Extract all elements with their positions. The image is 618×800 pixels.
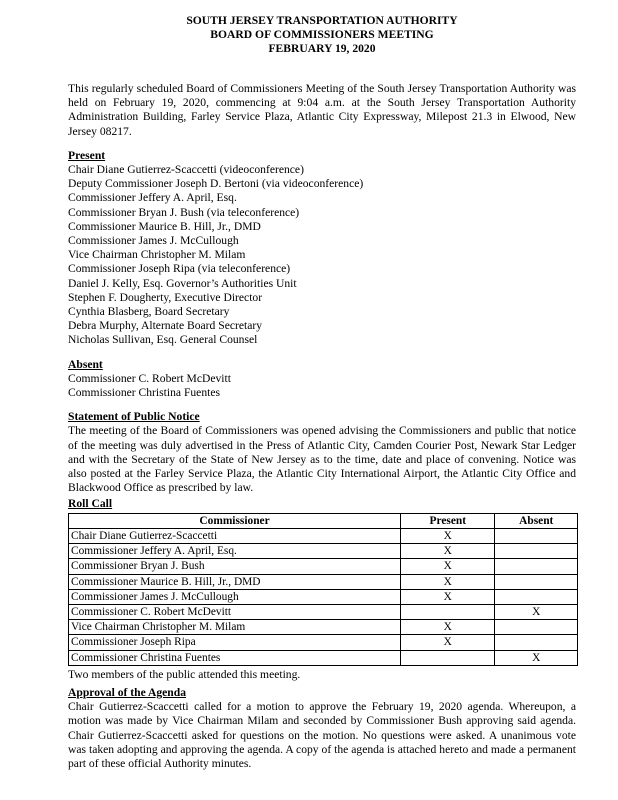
- table-row: [69, 604, 578, 619]
- column-header-commissioner: Commissioner: [69, 513, 401, 528]
- cell-commissioner: Vice Chairman Christopher M. Milam: [69, 620, 401, 635]
- intro-paragraph: This regularly scheduled Board of Commissioners Meeting of the South Jersey Transportation Authority was held on February 19, 2020, commencing at 9:04 a.m. at the South Jersey Transportation Authority Administration Building, Farley Service Plaza, Atlantic City Expressway, Milepost 21.3 in Elwood, New Jersey 08217.: [68, 82, 576, 138]
- public-notice-text: The meeting of the Board of Commissioners was opened advising the Commissioners and public that notice of the meeting was duly advertised in the Press of Atlantic City, Camden Courier Post, Newark Star Ledger and with the Secretary of the State of New Jersey as to the time, date and place of convening. Notice was also posted at the Farley Service Plaza, the Atlantic City International Airport, the Atlantic City Office and Blackwood Office as prescribed by law.: [68, 424, 576, 495]
- table-header-row: [69, 513, 578, 528]
- table-row: [69, 544, 578, 559]
- present-heading: Present: [68, 148, 106, 162]
- title-date: FEBRUARY 19, 2020: [268, 42, 376, 55]
- title-meeting: BOARD OF COMMISSIONERS MEETING: [210, 28, 434, 41]
- cell-absent: X: [495, 650, 578, 665]
- cell-present: X: [401, 574, 495, 589]
- absent-list: [68, 372, 576, 400]
- cell-absent: [495, 559, 578, 574]
- table-row: [69, 589, 578, 604]
- present-list: [68, 163, 576, 348]
- public-attendance-note: Two members of the public attended this meeting.: [68, 667, 301, 681]
- table-row: [69, 635, 578, 650]
- column-header-absent: Absent: [495, 513, 578, 528]
- cell-absent: [495, 528, 578, 543]
- cell-absent: [495, 574, 578, 589]
- table-row: [69, 528, 578, 543]
- absent-heading: Absent: [68, 357, 103, 371]
- present-item: Chair Diane Gutierrez-Scaccetti (videoconference): [68, 163, 304, 177]
- cell-absent: [495, 589, 578, 604]
- present-item: Debra Murphy, Alternate Board Secretary: [68, 319, 263, 333]
- cell-commissioner: Commissioner Bryan J. Bush: [69, 559, 401, 574]
- cell-commissioner: Commissioner James J. McCullough: [69, 589, 401, 604]
- present-item: Commissioner Maurice B. Hill, Jr., DMD: [68, 219, 261, 233]
- absent-item: Commissioner Christina Fuentes: [68, 386, 221, 400]
- cell-present: X: [401, 635, 495, 650]
- present-item: Stephen F. Dougherty, Executive Director: [68, 290, 263, 304]
- cell-present: X: [401, 559, 495, 574]
- present-item: Vice Chairman Christopher M. Milam: [68, 248, 246, 262]
- present-item: Cynthia Blasberg, Board Secretary: [68, 305, 230, 319]
- present-item: Nicholas Sullivan, Esq. General Counsel: [68, 333, 258, 347]
- table-row: [69, 574, 578, 589]
- absent-item: Commissioner C. Robert McDevitt: [68, 371, 231, 385]
- roll-call-table: [68, 513, 578, 666]
- present-item: Commissioner Jeffery A. April, Esq.: [68, 191, 237, 205]
- document-page: [68, 14, 576, 771]
- cell-commissioner: Commissioner Christina Fuentes: [69, 650, 401, 665]
- cell-absent: [495, 620, 578, 635]
- cell-absent: [495, 544, 578, 559]
- table-row: [69, 650, 578, 665]
- agenda-text: Chair Gutierrez-Scaccetti called for a motion to approve the February 19, 2020 agenda. Whereupon, a motion was made by Vice Chairman Milam and seconded by Commissioner Bush approving said agenda. Chair Gutierrez-Scaccetti asked for questions on the motion. No questions were asked. A unanimous vote was taken adopting and approving the agenda. A copy of the agenda is attached hereto and made a permanent part of these official Authority minutes.: [68, 700, 576, 770]
- table-row: [69, 620, 578, 635]
- roll-call-heading: Roll Call: [68, 497, 113, 511]
- present-item: Commissioner Joseph Ripa (via teleconference): [68, 262, 291, 276]
- column-header-present: Present: [401, 513, 495, 528]
- cell-commissioner: Commissioner Joseph Ripa: [69, 635, 401, 650]
- present-item: Commissioner Bryan J. Bush (via teleconference): [68, 205, 300, 219]
- present-item: Daniel J. Kelly, Esq. Governor’s Authorities Unit: [68, 276, 297, 290]
- cell-present: [401, 650, 495, 665]
- title-authority: SOUTH JERSEY TRANSPORTATION AUTHORITY: [186, 14, 458, 27]
- cell-present: X: [401, 589, 495, 604]
- cell-commissioner: Commissioner C. Robert McDevitt: [69, 604, 401, 619]
- cell-commissioner: Chair Diane Gutierrez-Scaccetti: [69, 528, 401, 543]
- cell-commissioner: Commissioner Jeffery A. April, Esq.: [69, 544, 401, 559]
- cell-absent: [495, 635, 578, 650]
- cell-commissioner: Commissioner Maurice B. Hill, Jr., DMD: [69, 574, 401, 589]
- table-row: [69, 559, 578, 574]
- present-item: Deputy Commissioner Joseph D. Bertoni (via videoconference): [68, 177, 364, 191]
- document-title: [68, 14, 576, 56]
- cell-present: [401, 604, 495, 619]
- public-notice-heading: Statement of Public Notice: [68, 410, 200, 424]
- agenda-heading: Approval of the Agenda: [68, 685, 186, 699]
- cell-present: X: [401, 528, 495, 543]
- cell-absent: X: [495, 604, 578, 619]
- cell-present: X: [401, 544, 495, 559]
- present-item: Commissioner James J. McCullough: [68, 234, 239, 248]
- cell-present: X: [401, 620, 495, 635]
